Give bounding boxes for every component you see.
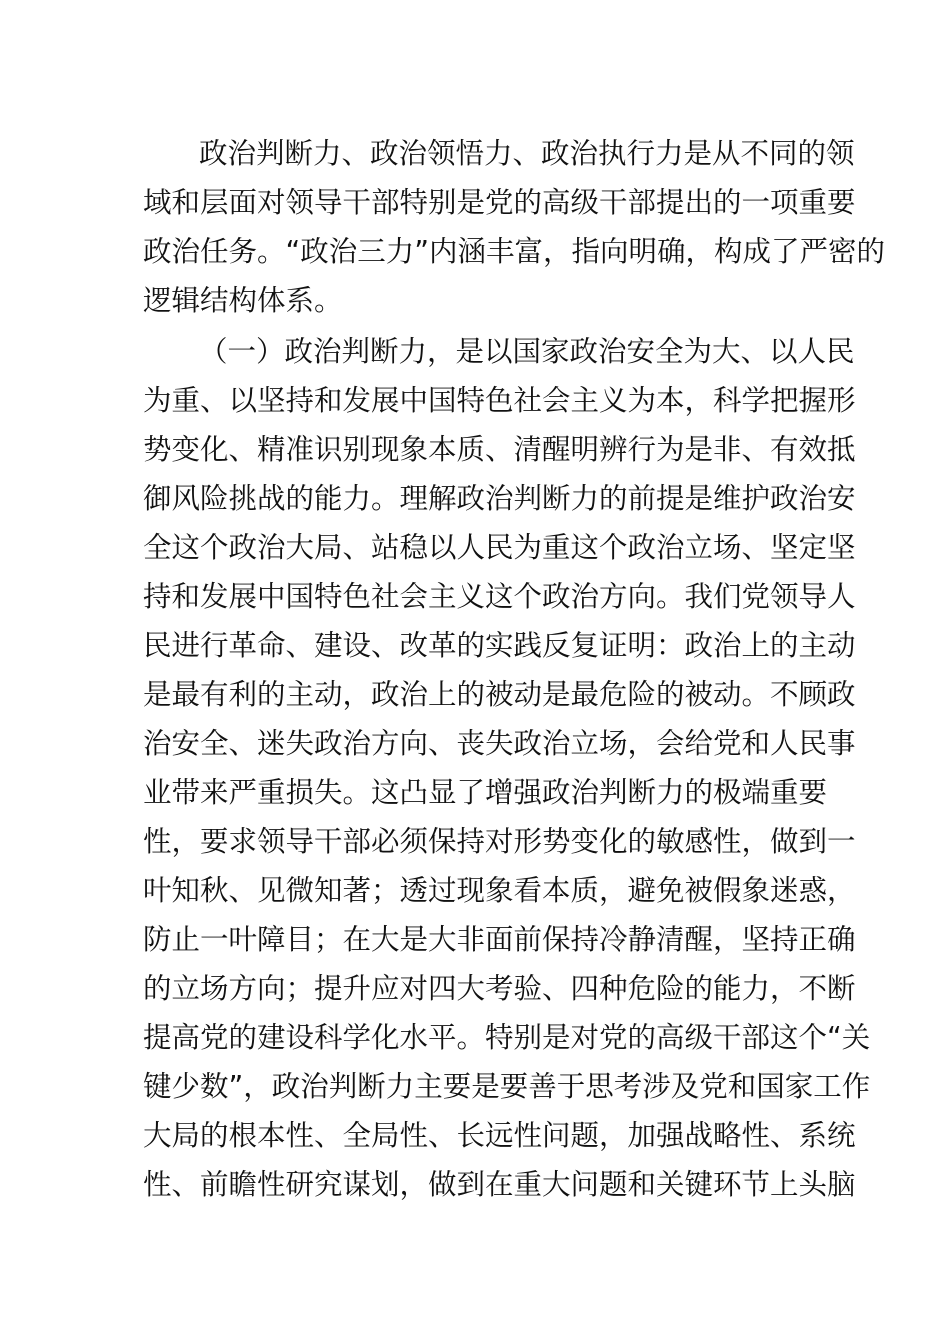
paragraph-2-line-2: 为重、以坚持和发展中国特色社会主义为本，科学把握形 [143,384,856,417]
paragraph-2-line-10: 业带来严重损失。这凸显了增强政治判断力的极端重要 [143,776,828,809]
paragraph-2-line-9: 治安全、迷失政治方向、丧失政治立场，会给党和人民事 [143,727,856,760]
paragraph-2-line-4: 御风险挑战的能力。理解政治判断力的前提是维护政治安 [143,482,856,515]
paragraph-2-line-1: （一）政治判断力，是以国家政治安全为大、以人民 [199,335,855,368]
paragraph-2-line-5: 全这个政治大局、站稳以人民为重这个政治立场、坚定坚 [143,531,856,564]
paragraph-1-line-3: 政治任务。“政治三力”内涵丰富，指向明确，构成了严密的 [143,235,886,268]
paragraph-2-line-14: 的立场方向；提升应对四大考验、四种危险的能力，不断 [143,972,856,1005]
paragraph-2-line-18: 性、前瞻性研究谋划，做到在重大问题和关键环节上头脑 [143,1168,856,1201]
paragraph-2-line-15: 提高党的建设科学化水平。特别是对党的高级干部这个“关 [143,1021,871,1054]
paragraph-2-line-8: 是最有利的主动，政治上的被动是最危险的被动。不顾政 [143,678,856,711]
paragraph-2-line-3: 势变化、精准识别现象本质、清醒明辨行为是非、有效抵 [143,433,856,466]
paragraph-1-line-4: 逻辑结构体系。 [143,284,343,317]
paragraph-1-line-1: 政治判断力、政治领悟力、政治执行力是从不同的领 [199,137,855,170]
paragraph-1-line-2: 域和层面对领导干部特别是党的高级干部提出的一项重要 [143,186,856,219]
paragraph-2-line-17: 大局的根本性、全局性、长远性问题，加强战略性、系统 [143,1119,856,1152]
paragraph-2-line-13: 防止一叶障目；在大是大非面前保持冷静清醒，坚持正确 [143,923,856,956]
paragraph-2-line-16: 键少数”，政治判断力主要是要善于思考涉及党和国家工作 [143,1070,871,1103]
paragraph-2-line-11: 性，要求领导干部必须保持对形势变化的敏感性，做到一 [143,825,856,858]
paragraph-2-line-6: 持和发展中国特色社会主义这个政治方向。我们党领导人 [143,580,856,613]
paragraph-2-line-12: 叶知秋、见微知著；透过现象看本质，避免被假象迷惑， [143,874,856,907]
paragraph-2-line-7: 民进行革命、建设、改革的实践反复证明：政治上的主动 [143,629,856,662]
